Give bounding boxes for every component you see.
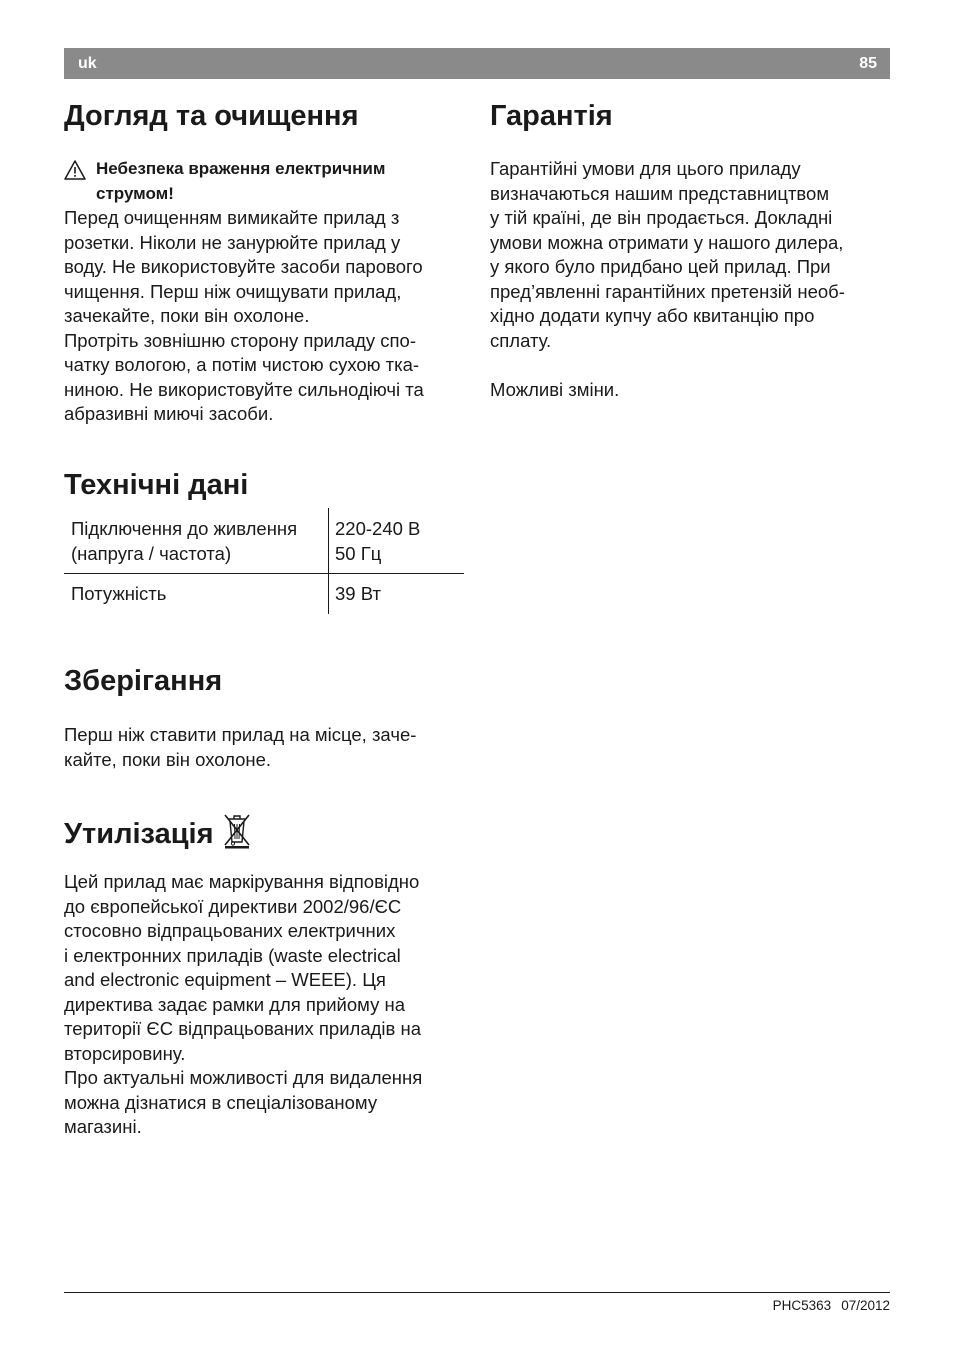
text-line: визначаються нашим представництвом	[490, 182, 830, 204]
text-line: у тій країні, де він продається. Докладні	[490, 207, 833, 228]
warning-line: струмом!	[96, 183, 174, 203]
table-cell-label	[71, 517, 297, 566]
cell-line: 39 Вт	[335, 583, 381, 604]
text-line: Про актуальні можливості для видалення	[64, 1067, 423, 1088]
text-line: хідно додати купчу або квитанцію про	[490, 305, 815, 326]
text-line: кайте, поки він охолоне.	[64, 748, 272, 770]
text-line: розетки. Ніколи не занурюйте прилад у	[64, 231, 401, 253]
footer-divider	[64, 1292, 890, 1293]
cell-line: Підключення до живлення	[71, 518, 298, 539]
table-divider-horizontal	[64, 573, 464, 574]
text-line: умови можна отримати у нашого дилера,	[490, 231, 844, 253]
footer	[773, 1298, 890, 1313]
disposal-heading	[64, 811, 252, 851]
cell-line: (напруга / частота)	[71, 542, 232, 564]
tech-data-table	[64, 508, 464, 614]
disposal-text	[64, 870, 422, 1140]
text-line: чищення. Перш ніж очищувати прилад,	[64, 280, 402, 302]
text-line: до європейської директиви 2002/96/ЄС	[64, 895, 402, 917]
text-line: воду. Не використовуйте засоби парового	[64, 256, 423, 277]
text-line: у якого було придбано цей прилад. При	[490, 256, 831, 277]
text-line: і електронних приладів (waste electrical	[64, 944, 401, 966]
print-date: 07/2012	[841, 1298, 890, 1313]
text-line: сплату.	[490, 329, 552, 351]
crossed-out-wheelie-bin-icon	[222, 811, 252, 849]
text-line: можна дізнатися в спеціалізованому	[64, 1091, 378, 1113]
table-cell-label	[71, 582, 166, 607]
model-number: PHC5363	[772, 1298, 832, 1313]
warning-triangle-icon	[64, 160, 86, 180]
page-header-bar	[64, 48, 890, 79]
language-code: uk	[78, 55, 97, 72]
storage-text	[64, 723, 416, 772]
text-line: території ЄС відпрацьованих приладів на	[64, 1018, 422, 1039]
warranty-title: Гарантія	[490, 100, 613, 132]
text-line: абразивні миючі засоби.	[64, 403, 274, 424]
storage-title: Зберігання	[64, 665, 223, 697]
text-line: зачекайте, поки він охолоне.	[64, 305, 310, 326]
warning-text	[96, 157, 385, 206]
table-cell-value	[335, 517, 420, 566]
text-line: стосовно відпрацьованих електричних	[64, 920, 396, 941]
warranty-text	[490, 157, 845, 353]
table-divider-vertical	[328, 508, 329, 614]
text-line: and electronic equipment – WEEE). Ця	[64, 969, 386, 990]
text-line: магазині.	[64, 1116, 142, 1137]
changes-note	[490, 378, 619, 403]
care-text	[64, 206, 424, 427]
text-line: пред’явленні гарантійних претензій необ-	[490, 280, 845, 302]
warning-line: Небезпека враження електричним	[96, 159, 386, 178]
text-line: Можливі зміни.	[490, 379, 620, 400]
text-line: Перед очищенням вимикайте прилад з	[64, 207, 400, 228]
table-cell-value	[335, 582, 381, 607]
cell-line: 220-240 В	[335, 518, 421, 539]
cell-line: Потужність	[71, 583, 167, 604]
text-line: Цей прилад має маркірування відповідно	[64, 871, 420, 892]
cell-line: 50 Гц	[335, 542, 382, 564]
disposal-title: Утилізація	[64, 818, 214, 850]
text-line: Протріть зовнішню сторону приладу спо-	[64, 329, 416, 351]
text-line: Гарантійні умови для цього приладу	[490, 158, 801, 179]
text-line: директива задає рамки для прийому на	[64, 993, 405, 1015]
care-title: Догляд та очищення	[64, 100, 359, 132]
tech-title: Технічні дані	[64, 469, 249, 501]
text-line: вторсировину.	[64, 1042, 186, 1064]
text-line: ниною. Не використовуйте сильнодіючі та	[64, 378, 424, 400]
page-number: 85	[859, 55, 877, 72]
text-line: чатку вологою, а потім чистою сухою тка-	[64, 354, 420, 375]
text-line: Перш ніж ставити прилад на місце, заче-	[64, 724, 417, 745]
